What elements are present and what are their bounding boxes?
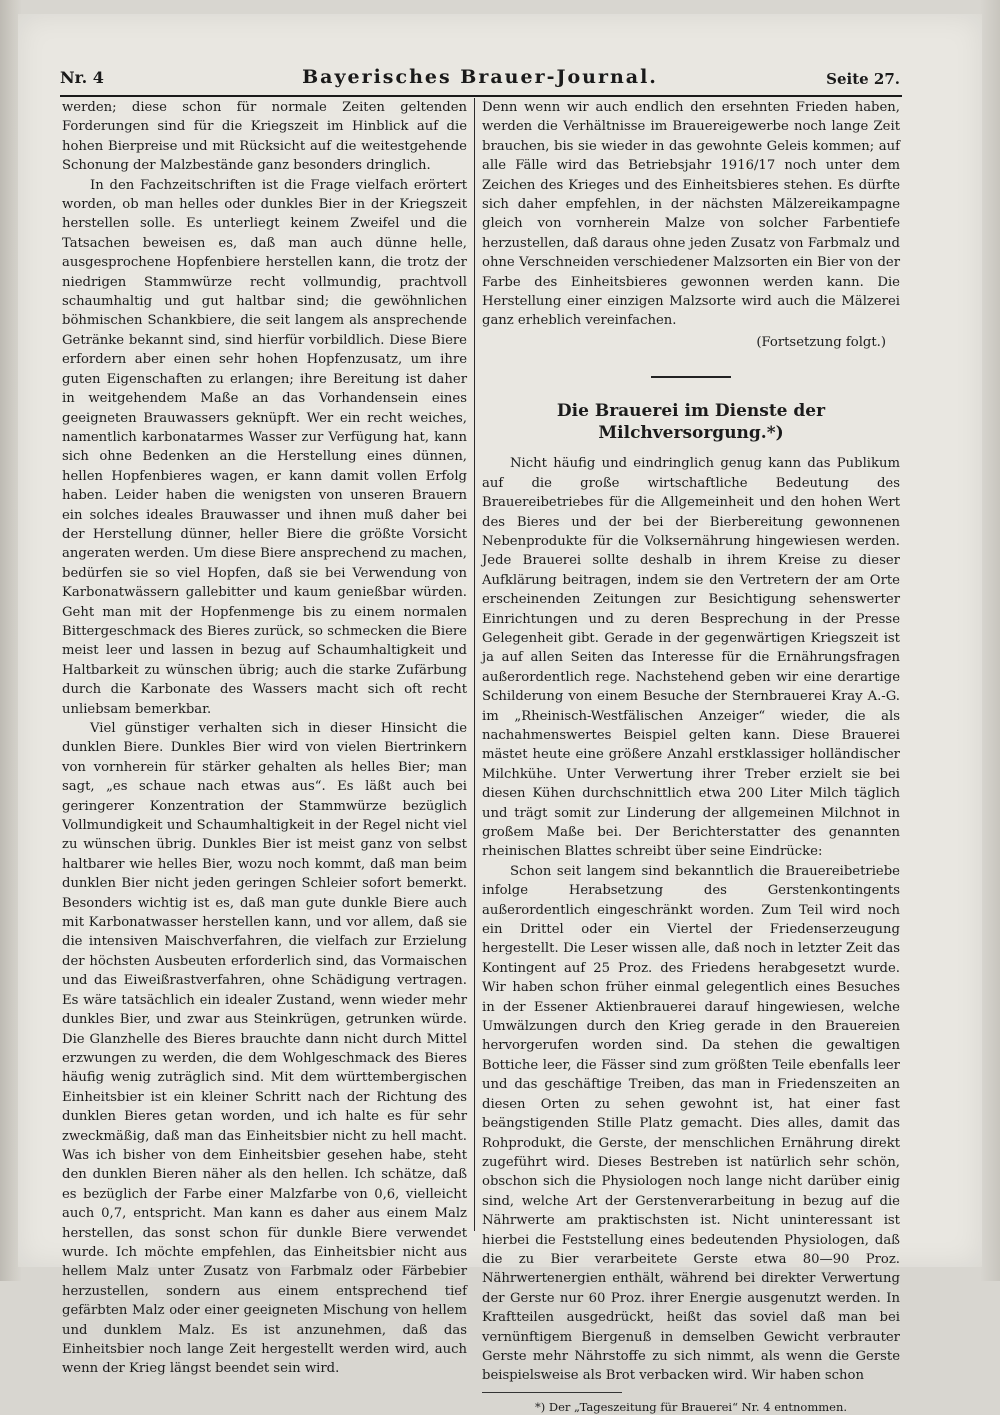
paragraph: Nicht häufig und eindringlich genug kann das Publikum auf die große wirtschaftliche Bedeutung des Brauereibetriebes für die Allgemeinheit und den hohen Wert des Bieres und der bei der Bierbereitung gewonnenen Nebenprodukte für die Volksernährung hingewiesen werden. Jede Brauerei sollte deshalb in ihrem Kreise zu dieser Aufklärung beitragen, indem sie den Vertretern der am Orte erscheinenden Zeitungen zur Besichtigung sehenswerter Einrichtungen und zu deren Besprechung in der Presse Gelegenheit gibt. Gerade in der gegenwärtigen Kriegszeit ist ja auf allen Seiten das Interesse für die Ernährungsfragen außerordentlich rege. Nachstehend geben wir eine derartige Schilderung von einem Besuche der Sternbrauerei Kray A.-G. im „Rheinisch-Westfälischen Anzeiger“ wieder, die als nachahmenswertes Beispiel gelten kann. Diese Brauerei mästet heute eine größere Anzahl erstklassiger holländischer Milchkühe. Unter Verwertung ihrer Treber erzielt sie bei diesen Kühen durchschnittlich etwa 200 Liter Milch täglich und trägt somit zur Linderung der allgemeinen Milchnot in großem Maße bei. Der Berichterstatter des genannten rheinischen Blattes schreibt über seine Eindrücke: [482, 456, 900, 860]
paragraph: Denn wenn wir auch endlich den ersehnten Frieden haben, werden die Verhältnisse im Brauereigewerbe noch lange Zeit brauchen, bis sie wieder in das gewohnte Geleis kommen; auf alle Fälle wird das Betriebsjahr 1916/17 noch unter dem Zeichen des Krieges und des Einheitsbieres stehen. Es dürfte sich daher empfehlen, in der nächsten Mälzereikampagne gleich von vornherein Malze von solcher Farbentiefe herzustellen, daß daraus ohne jeden Zusatz von Farbmalz und ohne Verschneiden verschiedener Malzsorten ein Bier von der Farbe des Einheitsbieres gewonnen werden kann. Die Herstellung einer einzigen Malzsorte wird auch die Mälzerei ganz erheblich vereinfachen. [482, 100, 900, 329]
column-divider [474, 98, 475, 1231]
page-number: Seite 27. [826, 70, 900, 88]
section-separator [651, 376, 731, 378]
left-column [62, 98, 467, 1379]
paragraph: In den Fachzeitschriften ist die Frage vielfach erörtert worden, ob man helles oder dunkles Bier in der Kriegszeit herstellen solle. Es unterliegt keinem Zweifel und die Tatsachen beweisen es, daß man auch dünne helle, ausgesprochene Hopfenbiere herstellen kann, die trotz der niedrigen Stammwürze recht vollmundig, prachtvoll schaumhaltig und gut haltbar sind; die gewöhnlichen böhmischen Schankbiere, die seit langem als ansprechende Getränke bekannt sind, sind hierfür vorbildlich. Diese Biere erfordern aber einen sehr hohen Hopfenzusatz, um ihre guten Eigenschaften zu erlangen; ihre Bereitung ist daher in weitgehendem Maße an das Vorhandensein eines geeigneten Brauwassers geknüpft. Wer ein recht weiches, namentlich karbonatarmes Wasser zur Verfügung hat, kann sich ohne Bedenken an die Herstellung eines dünnen, hellen Hopfenbieres wagen, er kann damit vollen Erfolg haben. Leider haben die wenigsten von unseren Brauern ein solches ideales Brauwasser und ihnen muß daher bei der Herstellung dünner, heller Biere die größte Vorsicht angeraten werden. Um diese Biere ansprechend zu machen, bedürfen sie so viel Hopfen, daß sie bei Verwendung von Karbonatwässern gallebitter und kaum genießbar würden. Geht man mit der Hopfenmenge bis zu einem normalen Bittergeschmack des Bieres zurück, so schmecken die Biere meist leer und lassen in bezug auf Schaumhaltigkeit und Haltbarkeit zu wünschen übrig; auch die starke Zufärbung durch die Karbonate des Wassers macht sich oft recht unliebsam bemerkbar. [62, 177, 467, 717]
paragraph: werden; diese schon für normale Zeiten geltenden Forderungen sind für die Kriegszeit im Hinblick auf die hohen Bierpreise und mit Rücksicht auf die weitestgehende Schonung der Malzbestände ganz besonders dringlich. [62, 100, 467, 174]
page-edge-shadow [980, 0, 1000, 1281]
right-column [482, 98, 900, 1415]
issue-number: Nr. 4 [60, 68, 104, 87]
footnote-rule [482, 1392, 622, 1393]
footnote: *) Der „Tageszeitung für Brauerei“ Nr. 4 entnommen. [534, 1399, 848, 1414]
journal-title: Bayerisches Brauer-Journal. [302, 66, 658, 88]
continuation-note: (Fortsetzung folgt.) [756, 334, 886, 350]
article-title: Die Brauerei im Dienste der Milchversorgung.*) [556, 401, 826, 444]
header-rule [60, 95, 902, 97]
paragraph: Viel günstiger verhalten sich in dieser Hinsicht die dunklen Biere. Dunkles Bier wird von vielen Biertrinkern von vornherein für stärker gehalten als helles Bier; man sagt, „es schaue nach etwas aus“. Es läßt auch bei geringerer Konzentration der Stammwürze bezüglich Vollmundigkeit und Schaumhaltigkeit in der Regel nicht viel zu wünschen übrig. Dunkles Bier ist meist ganz von selbst haltbarer wie helles Bier, wozu noch kommt, daß man beim dunklen Bier nicht jeden geringen Schleier sofort bemerkt. Besonders wichtig ist es, daß man gute dunkle Biere auch mit Karbonatwasser herstellen kann, und vor allem, daß sie die intensiven Maischverfahren, die vielfach zur Erzielung der höchsten Ausbeuten erforderlich sind, das Vormaischen und das Eiweißrastverfahren, ohne Schädigung vertragen. Es wäre tatsächlich ein idealer Zustand, wenn wieder mehr dunkles Bier, und zwar aus Steinkrügen, getrunken würde. Die Glanzhelle des Bieres brauchte dann nicht durch Mittel erzwungen zu werden, die dem Wohlgeschmack des Bieres häufig wenig zuträglich sind. Mit dem württembergischen Einheitsbier ist ein kleiner Schritt nach der Richtung des dunklen Bieres getan worden, und ich halte es für sehr zweckmäßig, daß man das Einheitsbier nicht zu hell macht. Was ich bisher von dem Einheitsbier gesehen habe, steht den dunklen Bieren näher als den hellen. Ich schätze, daß es bezüglich der Farbe einer Malzfarbe von 0,6, vielleicht auch 0,7, entspricht. Man kann es daher aus einem Malz herstellen, das sonst schon für dunkle Biere verwendet wurde. Ich möchte empfehlen, das Einheitsbier nicht aus hellem Malz unter Zusatz von Farbmalz oder Färbebier herzustellen, sondern aus einem entsprechend tief gefärbten Malz oder einer geeigneten Mischung von hellem und dunklem Malz. Es ist anzunehmen, daß das Einheitsbier noch lange Zeit hergestellt werden wird, auch wenn der Krieg längst beendet sein wird. [62, 721, 467, 1377]
running-header [60, 64, 900, 92]
paragraph: Schon seit langem sind bekanntlich die Brauereibetriebe infolge Herabsetzung des Gerstenkontingents außerordentlich eingeschränkt worden. Zum Teil wird noch ein Drittel oder ein Viertel der Friedenserzeugung hergestellt. Die Leser wissen alle, daß noch in letzter Zeit das Kontingent auf 25 Proz. des Friedens herabgesetzt wurde. Wir haben schon früher einmal gelegentlich eines Besuches in der Essener Aktienbrauerei darauf hingewiesen, welche Umwälzungen durch den Krieg gerade in den Brauereien hervorgerufen worden sind. Da stehen die gewaltigen Bottiche leer, die Fässer sind zum größten Teile ebenfalls leer und das geschäftige Treiben, das man in Friedenszeiten an diesen Orten zu sehen gewohnt ist, hat einer fast beängstigenden Stille Platz gemacht. Dies alles, damit das Rohprodukt, die Gerste, der menschlichen Ernährung direkt zugeführt wird. Dieses Bestreben ist natürlich sehr schön, obschon sich die Physiologen noch lange nicht darüber einig sind, welche Art der Gerstenverarbeitung in bezug auf die Nährwerte am praktischsten ist. Nicht uninteressant ist hierbei die Feststellung eines bedeutenden Physiologen, daß die zu Bier verarbeitete Gerste etwa 80—90 Proz. Nährwertenergien enthält, während bei direkter Verwertung der Gerste nur 60 Proz. ihrer Energie ausgenutzt werden. In Kraftteilen ausgedrückt, heißt das soviel daß man bei vernünftigem Biergenuß in demselben Gewicht verbrauter Gerste mehr Nährstoffe zu sich nimmt, als wenn die Gerste beispielsweise als Brot verbacken wird. Wir haben schon [482, 863, 900, 1384]
